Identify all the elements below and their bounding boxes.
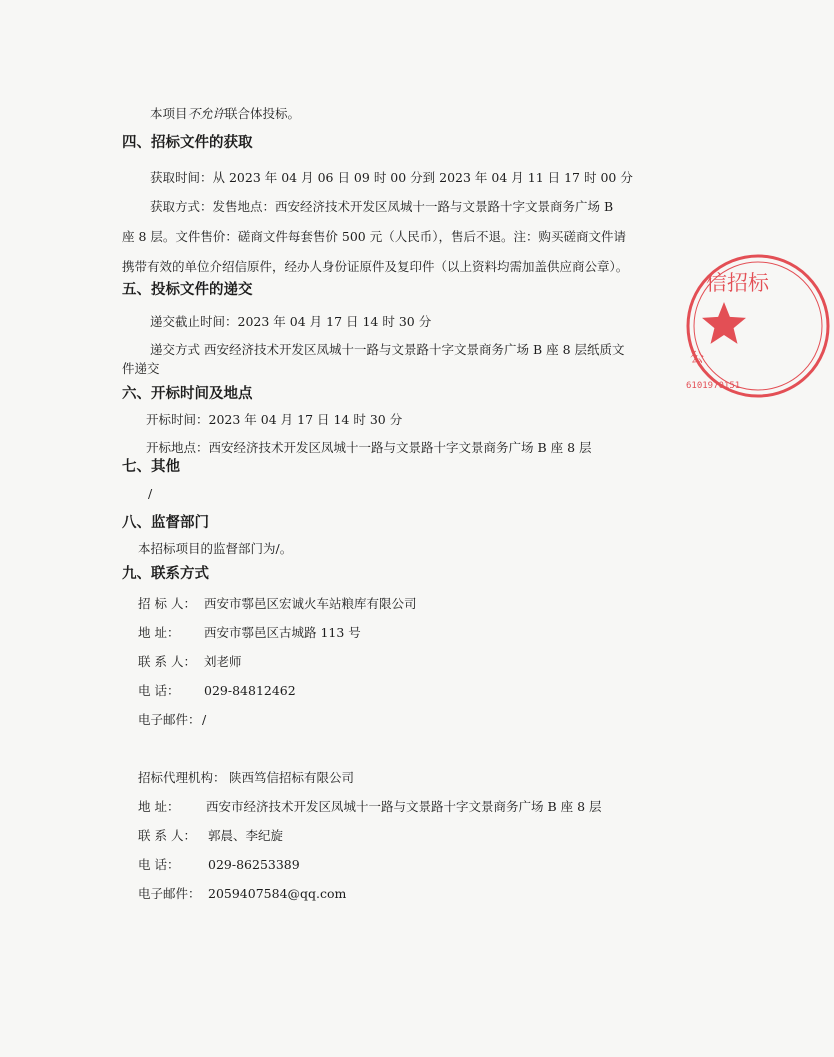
section-8-heading: 八、监督部门: [122, 515, 209, 531]
agency-contact: 郭晨、李纪旋: [208, 828, 284, 843]
sec4-method-line1: 获取方式：发售地点：西安经济技术开发区凤城十一路与文景路十字文景商务广场 B: [150, 199, 614, 214]
section-6-heading: 六、开标时间及地点: [122, 386, 253, 402]
agency-name: 陕西笃信招标有限公司: [229, 770, 355, 785]
sec5-method-line2: 件递交: [122, 361, 160, 376]
sec5-method-line1: 递交方式 西安经济技术开发区凤城十一路与文景路十字文景商务广场 B 座 8 层纸质文: [150, 342, 625, 357]
consortium-note: [150, 106, 300, 122]
agency-phone-label: 电 话：: [138, 857, 180, 872]
consortium-emphasis: 不允许: [187, 106, 226, 121]
tenderer-contact-label: 联 系 人：: [138, 654, 196, 669]
consortium-prefix: 本项目: [150, 106, 188, 121]
tenderer-name-label: 招 标 人：: [138, 596, 196, 611]
agency-phone: 029-86253389: [208, 857, 300, 872]
seal-star-icon: [702, 302, 746, 344]
seal-text-top: 信招标: [706, 271, 769, 295]
seal-text-left: 公: [690, 350, 704, 366]
agency-address-label: 地 址：: [138, 799, 180, 814]
sec6-time: 开标时间：2023 年 04 月 17 日 14 时 30 分: [146, 412, 403, 427]
sec6-place: 开标地点：西安经济技术开发区凤城十一路与文景路十字文景商务广场 B 座 8 层: [146, 440, 592, 455]
tenderer-phone-label: 电 话：: [138, 683, 180, 698]
section-9-heading: 九、联系方式: [122, 566, 209, 582]
sec5-deadline: 递交截止时间：2023 年 04 月 17 日 14 时 30 分: [150, 314, 432, 329]
section-5-heading: 五、投标文件的递交: [122, 282, 253, 298]
agency-email-label: 电子邮件：: [138, 886, 201, 901]
tenderer-address: 西安市鄠邑区古城路 113 号: [204, 625, 361, 640]
agency-name-label: 招标代理机构：: [138, 770, 226, 785]
tenderer-phone: 029-84812462: [204, 683, 296, 698]
seal-graphic: [684, 252, 834, 400]
tenderer-email: /: [202, 712, 207, 727]
consortium-suffix: 联合体投标。: [225, 106, 301, 121]
tenderer-contact: 刘老师: [204, 654, 242, 669]
agency-contact-label: 联 系 人：: [138, 828, 196, 843]
sec4-method-line3: 携带有效的单位介绍信原件，经办人身份证原件及复印件（以上资料均需加盖供应商公章）。: [122, 259, 629, 274]
tenderer-email-label: 电子邮件：: [138, 712, 201, 727]
agency-email: 2059407584@qq.com: [208, 886, 347, 901]
sec8-content: 本招标项目的监督部门为/。: [138, 541, 293, 556]
seal-text-bottom: 6101970151: [686, 381, 741, 391]
tenderer-address-label: 地 址：: [138, 625, 180, 640]
company-seal-stamp: [684, 252, 769, 400]
section-7-heading: 七、其他: [122, 459, 180, 475]
agency-address: 西安市经济技术开发区凤城十一路与文景路十字文景商务广场 B 座 8 层: [206, 799, 602, 814]
sec4-method-line2: 座 8 层。文件售价：磋商文件每套售价 500 元（人民币），售后不退。注：购买磋商文件请: [122, 229, 626, 244]
section-4-heading: 四、招标文件的获取: [122, 135, 253, 151]
sec4-time: 获取时间：从 2023 年 04 月 06 日 09 时 00 分到 2023 年 04 月 11 日 17 时 00 分: [150, 170, 633, 185]
tenderer-name: 西安市鄠邑区宏诚火车站粮库有限公司: [204, 596, 417, 611]
sec7-content: /: [148, 486, 153, 501]
